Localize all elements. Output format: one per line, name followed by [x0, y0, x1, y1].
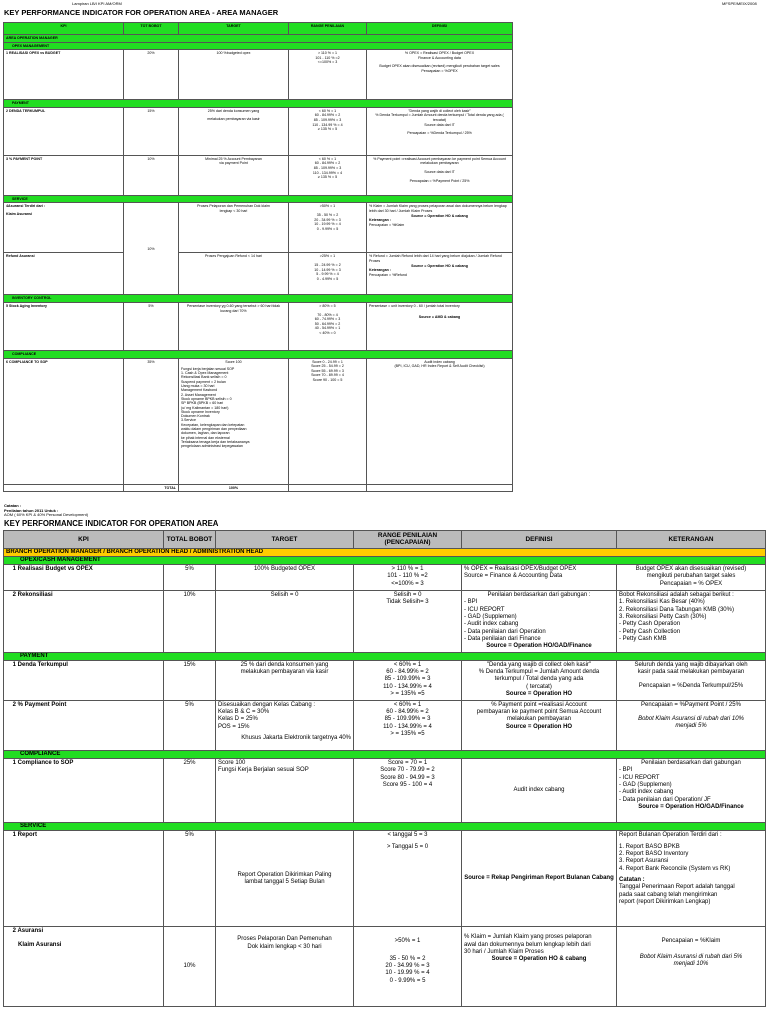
header-target: TARGET	[216, 531, 354, 549]
kpi-target: 100% Budgeted OPEX	[216, 565, 354, 591]
table-row: 2 % Payment Point 5% Disesuaikan dengan Kelas Cabang : Kelas B & C = 30% Kelas D = 25% POS = 15% Khusus Jakarta Elektronik targetnya 40% < 60% = 1 60 - 84.99% = 2 85 - 109.99% = 3 110 - 134.99% = 4 > = 135% =5 % Payment point =realisasi Account pembayaran ke payment point Semua Account melakukan pembayaran Source = Operation HO Pencapaian = %Payment Point / 25% Bobot Klaim Asuransi di rubah dari 10% menjadi 5%	[4, 700, 766, 750]
kpi-weight: 25%	[164, 759, 216, 823]
kpi-definition: % Klaim = Jumlah Klaim yang proses pelaporan awal dan dokumennya belum lengkap lebih dari 30 hari / Jumlah Klaim Proses Source = Operation HO & cabang	[462, 927, 617, 1007]
header-range: RANGE PENILAIAN (PENCAPAIAN)	[354, 531, 462, 549]
document-reference-left: Lampiran LB/I KPI AM/ORM	[72, 1, 122, 6]
header-kpi: KPI	[4, 531, 164, 549]
section-compliance: COMPLIANCE	[4, 750, 766, 758]
kpi-definition: % Klaim = Jumlah Klaim yang proses pelaporan awal dan dokumennya belum lengkap lebih dari 30 hari / Jumlah Klaim Proses Source = Operation HO & cabang Keterangan : Pencapaian = %Klaim	[367, 203, 513, 253]
kpi-target: Report Operation Dikirimkan Paling lambat tanggal 5 Setiap Bulan	[216, 831, 354, 927]
header-keterangan: KETERANGAN	[617, 531, 766, 549]
header-definisi: DEFINISI	[367, 23, 513, 35]
kpi-definition: % OPEX = Realisasi OPEX/Budget OPEX Source = Finance & Accounting Data	[462, 565, 617, 591]
section-service: SERVICE	[4, 823, 766, 831]
kpi-note: Report Bulanan Operation Terdiri dari : 1. Report BASO BPKB 2. Report BASO Inventory 3. Report Asuransi 4. Report Bank Reconcile (System vs RK) Catatan : Tanggal Penerimaan Report adalah tanggal pada saat cabang telah mengirimkan report (report Dikirimkan Lengkap)	[617, 831, 766, 927]
kpi-range: >50% = 1 35 - 50 % = 2 20 - 34.99 % = 3 10 - 19.99 % = 4 0 - 9.99% = 5	[289, 203, 367, 253]
kpi-sub-name: Klaim Asuransi	[6, 211, 33, 216]
kpi-range: < 60% = 1 60 - 84.99% = 2 85 - 109.99% = 3 110 - 134.99% = 4 > = 135% =5	[354, 660, 462, 700]
section-payment: PAYMENT	[4, 652, 766, 660]
kpi-name: Stock Aging Inventory	[9, 303, 48, 308]
kpi-definition: Audit index cabang (BPI, ICU, GAD, HR Index Report & Self Audit Checklist)	[367, 358, 513, 484]
kpi-range: < 60 % = 1 60 - 84.99% = 2 85 - 109.99% = 3 110 - 134.99 % = 4 ≥ 135 % = 5	[289, 107, 367, 155]
table-row: 4Asuransi Terdiri dari : Klaim Asuransi 10% Proses Pelaporan dan Pemenuhan Dok klaim lengkap < 30 hari >50% = 1 35 - 50 % = 2 20 - 34.99 % = 3 10 - 19.99 % = 4 0 - 9.99% = 5 % Klaim = Jumlah Klaim yang proses pelaporan awal dan dokumennya belum lengkap lebih dari 30 hari / Jumlah Klaim Proses Source = Operation HO & cabang Keterangan : Pencapaian = %Klaim	[4, 203, 513, 253]
kpi-table-branch	[3, 530, 766, 1007]
kpi-weight: 10%	[124, 203, 179, 295]
section-inventory-control: INVENTORY CONTROL	[4, 295, 513, 303]
kpi-definition: Source = Rekap Pengiriman Report Bulanan Cabang	[462, 831, 617, 927]
table-row: 1 Realisasi Budget vs OPEX 5% 100% Budgeted OPEX > 110 % = 1 101 - 110 % =2 <=100% = 3 % OPEX = Realisasi OPEX/Budget OPEX Source = Finance & Accounting Data Budget OPEX akan disesuaikan (revised) mengikuti perubahan target sales Pencapaian = % OPEX	[4, 565, 766, 591]
kpi-definition: Audit index cabang	[462, 759, 617, 823]
kpi-definition: Penilaian berdasarkan dari gabungan : - BPI - ICU REPORT - GAD (Supplemen) - Audit index cabang - Data penilaian dari Operation - Data penilaian dari Finance Source = Operation HO/GAD/Finance	[462, 591, 617, 652]
kpi-definition: "Denda yang wajib di collect oleh kasir" % Denda Terkumpul = Jumlah Amount denda terkumpul / Total denda yang ada ( tercatat) Source data dari IT Pencapaian = %Denda Terkumpul / 25%	[367, 107, 513, 155]
table-row	[4, 50, 513, 100]
kpi-target: Disesuaikan dengan Kelas Cabang : Kelas B & C = 30% Kelas D = 25% POS = 15% Khusus Jakarta Elektronik targetnya 40%	[216, 700, 354, 750]
kpi-note: Pencapaian = %Payment Point / 25% Bobot Klaim Asuransi di rubah dari 10% menjadi 5%	[617, 700, 766, 750]
kpi-range: > 80% = 5 70 - 80% = 4 60 - 74.99% = 3 50 - 64.99% = 2 40 - 54.99% = 1 < 40% = 0	[289, 302, 367, 350]
table-row: 2 DENDA TERKUMPUL 15% 25% dari denda konsumen yang melakukan pembayaran via kasir < 60 % = 1 60 - 84.99% = 2 85 - 109.99% = 3 110 - 134.99 % = 4 ≥ 135 % = 5 "Denda yang wajib di collect oleh kasir" % Denda Terkumpul = Jumlah Amount denda terkumpul / Total denda yang ada ( tercatat) Source data dari IT Pencapaian = %Denda Terkumpul / 25%	[4, 107, 513, 155]
table-row: 1 Compliance to SOP 25% Score 100 Fungsi Kerja Berjalan sesuai SOP Score = 70 = 1 Score 70 - 79.99 = 2 Score 80 - 94.99 = 3 Score 95 - 100 = 4 Audit index cabang Penilaian berdasarkan dari gabungan - BPI - ICU REPORT - GAD (Supplemen) - Audit index cabang - Data penilaian dari Operation/ JF Source = Operation HO/GAD/Finance	[4, 759, 766, 823]
kpi-weight: 10%	[124, 155, 179, 195]
kpi-table-area-manager	[3, 22, 513, 492]
section-opex-cash: OPEX/CASH MANAGEMENT	[4, 556, 766, 564]
kpi-definition: Persentase = unit inventory 0 - 60 / jumlah total inventory Source = AMD & cabang	[367, 302, 513, 350]
kpi-name: Realisasi Budget vs OPEX	[17, 566, 93, 573]
header-bobot: TOT BOBOT	[124, 23, 179, 35]
section-branch-operation-manager: BRANCH OPERATION MANAGER / BRANCH OPERATION HEAD / ADMINISTRATION HEAD	[4, 548, 766, 556]
header-target: TARGET	[179, 23, 289, 35]
kpi-target: Proses Pengajuan Refund < 14 hari	[179, 253, 289, 295]
kpi-name: REALISASI OPEX vs BUDGET	[9, 51, 61, 56]
table-row: 1 Denda Terkumpul 15% 25 % dari denda konsumen yang melakukan pembayaran via kasir < 60% = 1 60 - 84.99% = 2 85 - 109.99% = 3 110 - 134.99% = 4 > = 135% =5 "Denda yang wajib di collect oleh kasir" % Denda Terkumpul = Jumlah Amount denda terkumpul / Total denda yang ada ( tercatat) Source = Operation HO Seluruh denda yang wajib dibayarkan oleh kasir pada saat melakukan pembayaran Pencapaian = %Denda Terkumpul/25%	[4, 660, 766, 700]
kpi-target: 100 %budgeted opex	[179, 50, 289, 100]
kpi-name: Asuransi	[17, 928, 44, 935]
kpi-range: < 60% = 1 60 - 84.99% = 2 85 - 109.99% = 3 110 - 134.99% = 4 > = 135% =5	[354, 700, 462, 750]
kpi-name: % PAYMENT POINT	[9, 156, 43, 161]
section-area-operation-manager: AREA OPERATION MANAGER	[4, 35, 513, 43]
kpi-range: < 60 % = 1 60 - 84.99% = 2 85 - 109.99% = 3 110 - 134.99% = 4 ≥ 135 % = 5	[289, 155, 367, 195]
kpi-definition: % OPEX = Realisasi OPEX / Budget OPEX Finance & Accounting data Budget OPEX akan disesuaikan (revised) mengikuti perubahan target sales Pencapaian = %OPEX	[367, 50, 513, 100]
table-row: 2 Asuransi Klaim Asuransi 10% Proses Pelaporan Dan Pemenuhan Dok klaim lengkap < 30 hari >50% = 1 35 - 50 % = 2 20 - 34.99 % = 3 10 - 19.99 % = 4 0 - 9.99% = 5 % Klaim = Jumlah Klaim yang proses pelaporan awal dan dokumennya belum lengkap lebih dari 30 hari / Jumlah Klaim Proses Source = Operation HO & cabang Pencapaian = %Klaim Bobot Klaim Asuransi di rubah dari 5% menjadi 10%	[4, 927, 766, 1007]
kpi-note: Penilaian berdasarkan dari gabungan - BPI - ICU REPORT - GAD (Supplemen) - Audit index cabang - Data penilaian dari Operation/ JF Source = Operation HO/GAD/Finance	[617, 759, 766, 823]
header-kpi: KPI	[4, 23, 124, 35]
kpi-name: Report	[17, 832, 38, 839]
table-row: 3 % PAYMENT POINT 10% Minimal 25 % Account Pembayaran via payment Point < 60 % = 1 60 - 84.99% = 2 85 - 109.99% = 3 110 - 134.99% = 4 ≥ 135 % = 5 % Payment point =realisasi Account pembayaran ke payment point Semua Account melakukan pembayaran Source data dari IT Pencapaian = %Payment Point / 25%	[4, 155, 513, 195]
kpi-weight: 5%	[164, 565, 216, 591]
table2-title: KEY PERFORMANCE INDICATOR FOR OPERATION AREA	[4, 519, 219, 528]
kpi-target: Proses Pelaporan dan Pemenuhan Dok klaim lengkap < 30 hari	[179, 203, 289, 253]
section-opex-management: OPEX MANAGEMENT	[4, 42, 513, 50]
total-label: TOTAL	[124, 484, 179, 492]
kpi-weight: 20%	[124, 50, 179, 100]
kpi-range: >50% = 1 35 - 50 % = 2 20 - 34.99 % = 3 10 - 19.99 % = 4 0 - 9.99% = 5	[354, 927, 462, 1007]
kpi-range: Score 0 - 24.99 = 1 Score 25 - 54.99 = 2 Score 55 - 69.99 = 3 Score 70 - 89.99 = 4 Score 90 - 100 = 5	[289, 358, 367, 484]
row-number: 1	[6, 51, 8, 56]
kpi-sub-name: Klaim Asuransi	[18, 941, 62, 948]
kpi-weight: 5%	[124, 302, 179, 350]
kpi-name: Compliance to SOP	[17, 760, 74, 767]
kpi-target: Minimal 25 % Account Pembayaran via payment Point	[179, 155, 289, 195]
table-row	[4, 253, 513, 295]
notes: Catatan : Penilaian tahun 2011 Untuk : AOM ( 60% KPI & 40% Personal Development)	[4, 503, 89, 518]
kpi-weight: 35%	[124, 358, 179, 484]
kpi-weight: 15%	[164, 660, 216, 700]
table-row: 2 Rekonsiliasi 10% Selisih = 0 Selisih = 0 Tidak Selisih= 3 Penilaian berdasarkan dari gabungan : - BPI - ICU REPORT - GAD (Supplemen) - Audit index cabang - Data penilaian dari Operation - Data penilaian dari Finance Source = Operation HO/GAD/Finance Bobot Rekonsiliasi adalah sebagai berikut : 1. Rekonsiliasi Kas Besar (40%) 2. Rekonsiliasi Dana Tabungan KMB (30%) 3. Rekonsiliasi Petty Cash (30%) - Petty Cash Operation - Petty Cash Collection - Petty Cash KMB	[4, 591, 766, 652]
kpi-name: % Payment Point	[17, 701, 67, 708]
kpi-target: 25 % dari denda konsumen yang melakukan pembayaran via kasir	[216, 660, 354, 700]
document-reference-right: MFSPE/MEIX/2008	[722, 1, 757, 6]
kpi-target: Selisih = 0	[216, 591, 354, 652]
kpi-target: Score 100 Fungsi kerja berjalan sesuai SOP 1. Cash & Opex Management Rekonsiliasi Bank selisih = 0 Suspend payment = 2 bulan Uang muka = 30 hari Management Kasbond 2. Asset Management Stock opname BPKB selisih = 0 SP BPKB (BPKB = 60 hari (u/ mg Kalimantan = 180 hari) Stock opname Inventory Dokumen Kontrak 3.Service Kecepatan, kelengkapan dan ketepatan waktu dalam pengiriman dan penyediaan dokumen, laghan, dan laporan ke pihak internal dan eksternal Terlaksana tenaga kerja dan terlaksananya pengelolaan administrasi kepegawaian	[179, 358, 289, 484]
section-service: SERVICE	[4, 195, 513, 203]
kpi-target: Persentase inventory yg 0-60 yang tersebut > 60 hari tidak kurang dari 70%	[179, 302, 289, 350]
kpi-name: DENDA TERKUMPUL	[9, 108, 46, 113]
header-definisi: DEFINISI	[462, 531, 617, 549]
kpi-note: Budget OPEX akan disesuaikan (revised) mengikuti perubahan target sales Pencapaian = % OPEX	[617, 565, 766, 591]
kpi-weight: 5%	[164, 831, 216, 927]
section-compliance: COMPLIANCE	[4, 350, 513, 358]
kpi-target: 25% dari denda konsumen yang melakukan pembayaran via kasir	[179, 107, 289, 155]
table-row: 1 Report 5% Report Operation Dikirimkan Paling lambat tanggal 5 Setiap Bulan < tanggal 5 = 3 > Tanggal 5 = 0 Source = Rekap Pengiriman Report Bulanan Cabang Report Bulanan Operation Terdiri dari : 1. Report BASO BPKB 2. Report BASO Inventory 3. Report Asuransi 4. Report Bank Reconcile (System vs RK) Catatan : Tanggal Penerimaan Report adalah tanggal pada saat cabang telah mengirimkan report (report Dikirimkan Lengkap)	[4, 831, 766, 927]
kpi-name: COMPLIANCE TO SOP	[9, 359, 48, 364]
kpi-range: Selisih = 0 Tidak Selisih= 3	[354, 591, 462, 652]
kpi-target: Proses Pelaporan Dan Pemenuhan Dok klaim lengkap < 30 hari	[216, 927, 354, 1007]
table1-title: KEY PERFORMANCE INDICATOR FOR OPERATION AREA - AREA MANAGER	[4, 8, 279, 17]
kpi-target: Score 100 Fungsi Kerja Berjalan sesuai SOP	[216, 759, 354, 823]
kpi-definition: "Denda yang wajib di collect oleh kasir" % Denda Terkumpul = Jumlah Amount denda terkumpul / Total denda yang ada ( tercatat) Source = Operation HO	[462, 660, 617, 700]
kpi-weight: 5%	[164, 700, 216, 750]
kpi-range: Score = 70 = 1 Score 70 - 79.99 = 2 Score 80 - 94.99 = 3 Score 95 - 100 = 4	[354, 759, 462, 823]
total-value: 100%	[179, 484, 289, 492]
kpi-name: Rekonsiliasi	[17, 592, 53, 599]
kpi-name: Asuransi Terdiri dari :	[8, 204, 46, 209]
kpi-weight: 15%	[124, 107, 179, 155]
header-bobot: TOTAL BOBOT	[164, 531, 216, 549]
kpi-weight: 10%	[164, 927, 216, 1007]
kpi-note: Bobot Rekonsiliasi adalah sebagai berikut : 1. Rekonsiliasi Kas Besar (40%) 2. Rekonsiliasi Dana Tabungan KMB (30%) 3. Rekonsiliasi Petty Cash (30%) - Petty Cash Operation - Petty Cash Collection - Petty Cash KMB	[617, 591, 766, 652]
kpi-definition: % Payment point =realisasi Account pembayaran ke payment point Semua Account melakukan pembayaran Source = Operation HO	[462, 700, 617, 750]
kpi-definition: % Payment point =realisasi Account pembayaran ke payment point Semua Account melakukan pembayaran Source data dari IT Pencapaian = %Payment Point / 25%	[367, 155, 513, 195]
kpi-name: Denda Terkumpul	[17, 661, 68, 668]
kpi-range: > 110 % = 1 101 - 110 % =2 <=100% = 3	[354, 565, 462, 591]
section-payment: PAYMENT	[4, 100, 513, 108]
kpi-note: Seluruh denda yang wajib dibayarkan oleh kasir pada saat melakukan pembayaran Pencapaian = %Denda Terkumpul/25%	[617, 660, 766, 700]
kpi-range: < tanggal 5 = 3 > Tanggal 5 = 0	[354, 831, 462, 927]
table-row: 5 Stock Aging Inventory 5% Persentase inventory yg 0-60 yang tersebut > 60 hari tidak kurang dari 70% > 80% = 5 70 - 80% = 4 60 - 74.99% = 3 50 - 64.99% = 2 40 - 54.99% = 1 < 40% = 0 Persentase = unit inventory 0 - 60 / jumlah total inventory Source = AMD & cabang	[4, 302, 513, 350]
kpi-definition: % Refund = Jumlah Refund lebih dari 14 hari yang belum diajukan / Jumlah Refund Proses Source = Operation HO & cabang Keterangan : Pencapaian = %Refund	[367, 253, 513, 295]
table-row: 6 COMPLIANCE TO SOP 35% Score 100 Fungsi kerja berjalan sesuai SOP 1. Cash & Opex Management Rekonsiliasi Bank selisih = 0 Suspend payment = 2 bulan Uang muka = 30 hari Management Kasbond 2. Asset Management Stock opname BPKB selisih = 0 SP BPKB (BPKB = 60 hari (u/ mg Kalimantan = 180 hari) Stock opname Inventory Dokumen Kontrak 3.Service Kecepatan, kelengkapan dan ketepatan waktu dalam pengiriman dan penyediaan dokumen, laghan, dan laporan ke pihak internal dan eksternal Terlaksana tenaga kerja dan terlaksananya pengelolaan administrasi kepegawaian Score 0 - 24.99 = 1 Score 25 - 54.99 = 2 Score 55 - 69.99 = 3 Score 70 - 89.99 = 4 Score 90 - 100 = 5 Audit index cabang (BPI, ICU, GAD, HR Index Report & Self Audit Checklist)	[4, 358, 513, 484]
kpi-range: >25% = 1 15 - 24.99 % = 2 10 - 14.99 % = 3 5 - 9.99 % = 4 0 - 4.99% = 5	[289, 253, 367, 295]
header-range: RANGE PENILAIAN	[289, 23, 367, 35]
kpi-weight: 10%	[164, 591, 216, 652]
kpi-note: Pencapaian = %Klaim Bobot Klaim Asuransi di rubah dari 5% menjadi 10%	[617, 927, 766, 1007]
kpi-range: > 110 % = 1 101 - 110 % =2 <=100% = 3	[289, 50, 367, 100]
kpi-name: Refund Asuransi	[4, 253, 124, 295]
